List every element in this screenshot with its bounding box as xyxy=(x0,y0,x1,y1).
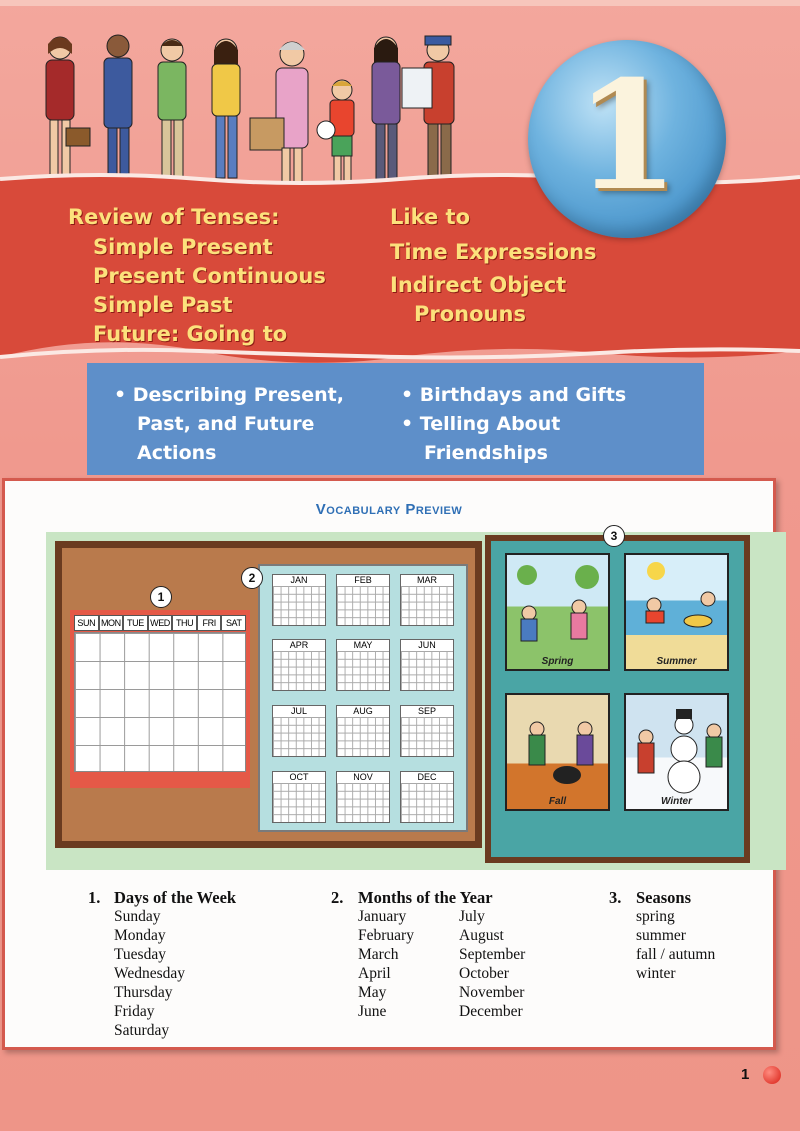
function-friendships: Friendships xyxy=(424,442,548,464)
month-nov: NOV xyxy=(336,771,390,823)
day-friday: Friday xyxy=(114,1003,155,1020)
season-label-summer: Summer xyxy=(656,656,697,667)
season-summer xyxy=(624,553,729,671)
page-number: 1 xyxy=(741,1066,750,1083)
functions-box xyxy=(87,363,704,475)
month-march: March xyxy=(358,946,399,963)
function-describing-cont2: Actions xyxy=(137,442,217,464)
topic-simple-past: Simple Past xyxy=(93,293,233,317)
season-winter-word: winter xyxy=(636,965,676,982)
month-dec: DEC xyxy=(400,771,454,823)
season-spring xyxy=(505,553,610,671)
marker-1: 1 xyxy=(150,586,172,608)
list-seasons xyxy=(636,888,715,983)
weekday-thu: THU xyxy=(172,615,197,631)
month-jun: JUN xyxy=(400,639,454,691)
list-months-col2 xyxy=(459,907,525,1021)
list-heading-seasons: Seasons xyxy=(636,888,692,907)
function-describing-cont: Past, and Future xyxy=(137,413,315,435)
top-strip xyxy=(0,0,800,6)
unit-number-badge xyxy=(528,40,726,238)
spring-scene xyxy=(507,555,608,655)
marker-2: 2 xyxy=(241,567,263,589)
person-student xyxy=(158,39,186,180)
winter-scene xyxy=(626,695,727,795)
list-2-number: 2. xyxy=(331,888,344,907)
month-oct: OCT xyxy=(272,771,326,823)
month-aug: AUG xyxy=(336,705,390,757)
season-label-spring: Spring xyxy=(541,656,574,667)
list-heading-days: Days of the Week xyxy=(114,888,237,907)
topic-pronouns: Pronouns xyxy=(414,302,526,326)
month-august: August xyxy=(459,927,504,944)
month-september: September xyxy=(459,946,526,963)
weekday-sun: SUN xyxy=(74,615,99,631)
topic-review-of-tenses: Review of Tenses: xyxy=(68,205,280,229)
weekday-wed: WED xyxy=(148,615,173,631)
fall-scene xyxy=(507,695,608,795)
month-apr: APR xyxy=(272,639,326,691)
topic-time-expressions: Time Expressions xyxy=(390,240,597,264)
list-3-number: 3. xyxy=(609,888,622,907)
person-businesswoman xyxy=(46,37,90,180)
day-thursday: Thursday xyxy=(114,984,173,1001)
month-jul: JUL xyxy=(272,705,326,757)
vocabulary-title: Vocabulary Preview xyxy=(315,501,463,518)
weekday-sat: SAT xyxy=(221,615,246,631)
list-days-of-week xyxy=(114,888,236,1040)
month-may: MAY xyxy=(336,639,390,691)
month-feb: FEB xyxy=(336,574,390,626)
person-man-suit xyxy=(104,35,132,186)
person-security-guard xyxy=(402,36,454,184)
function-describing: • Describing Present, xyxy=(114,384,344,406)
season-spring-word: spring xyxy=(636,908,675,925)
day-wednesday: Wednesday xyxy=(114,965,186,982)
topic-simple-present: Simple Present xyxy=(93,235,273,259)
month-april: April xyxy=(358,965,391,982)
function-birthdays: • Birthdays and Gifts xyxy=(401,384,627,406)
season-winter xyxy=(624,693,729,811)
month-may: May xyxy=(358,984,387,1001)
month-june: June xyxy=(358,1003,387,1020)
seasons-poster xyxy=(485,535,750,863)
month-february: February xyxy=(358,927,414,944)
list-1-number: 1. xyxy=(88,888,101,907)
week-grid xyxy=(74,632,246,772)
month-jan: JAN xyxy=(272,574,326,626)
month-january: January xyxy=(358,908,407,925)
summer-scene xyxy=(626,555,727,655)
season-label-winter: Winter xyxy=(660,796,693,807)
day-saturday: Saturday xyxy=(114,1022,170,1039)
unit-number: 1 xyxy=(574,48,680,224)
month-sep: SEP xyxy=(400,705,454,757)
season-fall xyxy=(505,693,610,811)
topic-future-going-to: Future: Going to xyxy=(93,322,288,346)
day-monday: Monday xyxy=(114,927,166,944)
week-calendar xyxy=(70,610,250,788)
month-july: July xyxy=(459,908,485,925)
season-summer-word: summer xyxy=(636,927,686,944)
topic-present-continuous: Present Continuous xyxy=(93,264,326,288)
page-dot-icon xyxy=(763,1066,781,1084)
person-girl xyxy=(212,39,240,178)
day-tuesday: Tuesday xyxy=(114,946,166,963)
marker-3: 3 xyxy=(603,525,625,547)
day-sunday: Sunday xyxy=(114,908,161,925)
weekday-fri: FRI xyxy=(197,615,222,631)
week-header xyxy=(74,615,246,631)
month-october: October xyxy=(459,965,509,982)
topic-indirect-object: Indirect Object xyxy=(390,273,567,297)
season-label-fall: Fall xyxy=(548,796,567,807)
year-calendar xyxy=(258,564,468,832)
month-november: November xyxy=(459,984,525,1001)
season-fall-word: fall / autumn xyxy=(636,946,716,963)
weekday-mon: MON xyxy=(99,615,124,631)
month-december: December xyxy=(459,1003,523,1020)
weekday-tue: TUE xyxy=(123,615,148,631)
list-heading-months: Months of the Year xyxy=(358,888,493,907)
person-woman-map xyxy=(372,37,400,184)
month-mar: MAR xyxy=(400,574,454,626)
function-telling-about: • Telling About xyxy=(401,413,561,435)
topic-like-to: Like to xyxy=(390,205,471,229)
